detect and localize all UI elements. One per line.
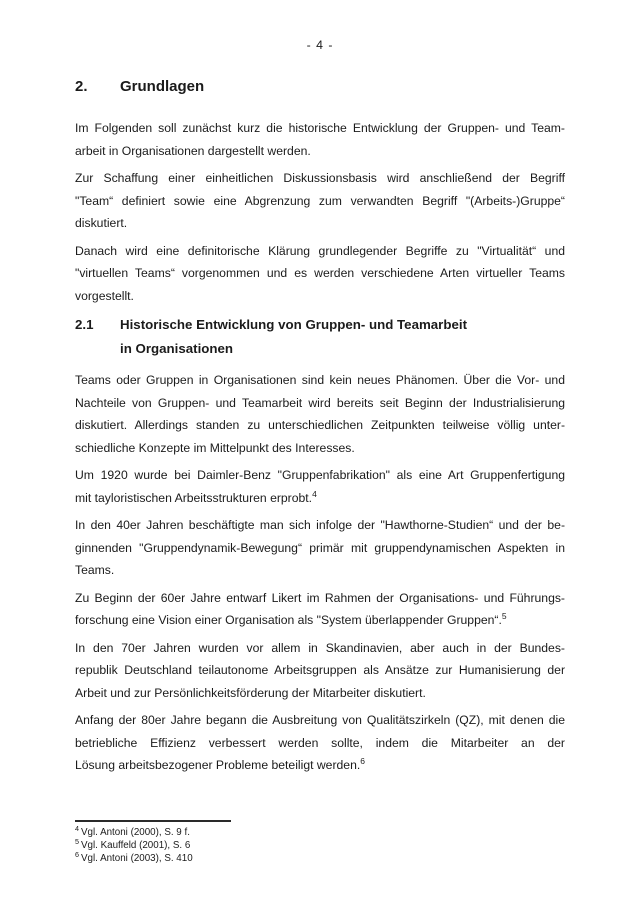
text-line: diskutiert. Allerdings standen zu unterschiedlichen Zeitpunkten teilweise völlig unter- [75,418,565,432]
text-line: republik Deutschland teilautonome Arbeitsgruppen als Ansätze zur Humanisierung der [75,663,565,677]
paragraph-70er-jahre [75,637,565,705]
text-line: Anfang der 80er Jahre begann die Ausbreitung von Qualitätszirkeln (QZ), mit denen die [75,713,565,727]
section-number: 2. [75,78,88,95]
text-line: Um 1920 wurde bei Daimler-Benz "Gruppenfabrikation" als eine Art Gruppenfertigung [75,468,565,482]
text-line: vorgestellt. [75,288,134,303]
text-segment: mit tayloristischen Arbeitsstrukturen erprobt. [75,490,313,505]
text-line: Arbeit und zur Persönlichkeitsförderung der Mitarbeiter diskutiert. [75,685,426,700]
paragraph-intro [75,117,565,162]
text-line: betriebliche Effizienz verbessert werden sollte, indem die Mitarbeiter an der [75,735,565,750]
text-line: Zu Beginn der 60er Jahre entwarf Likert im Rahmen der Organisations- und Führungs- [75,590,565,605]
text-line: Teams. [75,563,115,577]
text-line: diskutiert. [75,216,128,230]
footnote-section [75,820,565,865]
text-line: "Team“ definiert sowie eine Abgrenzung zum verwandten Begriff "(Arbeits-)Gruppe“ [75,193,565,208]
subsection-title-line1: Historische Entwicklung von Gruppen- und Teamarbeit [120,317,467,332]
text-segment: Lösung arbeitsbezogener Probleme beteiligt werden. [75,758,361,772]
text-line: Danach wird eine definitorische Klärung grundlegender Begriffe zu "Virtualität“ und [75,243,565,258]
footnote-number: 5 [75,836,79,846]
paragraph-phaenomen [75,369,565,459]
footnote-4 [75,823,565,839]
subsection-number: 2.1 [75,317,94,332]
footnote-text: Vgl. Antoni (2000), S. 9 f. [81,827,190,838]
footnote-number: 6 [75,849,79,859]
footnote-text: Vgl. Antoni (2003), S. 410 [81,853,193,864]
paragraph-1920-daimler [75,464,565,509]
paragraph-definitorische-klaerung [75,240,565,308]
section-title: Grundlagen [120,78,205,95]
text-segment: forschung eine Vision einer Organisation als "System überlappender Gruppen“. [75,613,502,627]
text-line: In den 70er Jahren wurden vor allem in Skandinavien, aber auch in der Bundes- [75,640,565,655]
footnote-text: Vgl. Kauffeld (2001), S. 6 [81,840,191,851]
footnote-5 [75,836,565,852]
paragraph-80er-jahre [75,709,565,777]
section-heading [75,78,565,95]
paragraph-60er-jahre [75,587,565,632]
text-line: Teams oder Gruppen in Organisationen sind kein neues Phänomen. Über die Vor- und [75,373,565,387]
footnote-ref-6: 6 [360,755,365,766]
footnote-number: 4 [75,823,79,833]
subsection-title [120,313,467,361]
text-line [75,609,565,632]
text-line: ginnenden "Gruppendynamik-Bewegung“ primär mit gruppendynamischen Aspekten in [75,540,565,555]
page-number: - 4 - [306,38,334,52]
text-line: arbeit in Organisationen dargestellt werden. [75,143,311,158]
footnote-ref-5: 5 [501,610,507,621]
subsection-title-line2: in Organisationen [120,341,234,356]
text-line: Zur Schaffung einer einheitlichen Diskussionsbasis wird anschließend der Begriff [75,171,565,185]
subsection-heading [75,313,565,361]
text-line: In den 40er Jahren beschäftigte man sich infolge der "Hawthorne-Studien“ und der be- [75,518,565,532]
text-line: schiedliche Konzepte im Mittelpunkt des Interesses. [75,440,355,455]
text-line: "virtuellen Teams“ vorgenommen und es werden verschiedene Arten virtueller Teams [75,266,565,280]
text-line [75,487,565,510]
footnote-6 [75,849,565,865]
text-line [75,754,565,777]
footnote-separator [75,820,231,822]
text-line: Nachteile von Gruppen- und Teamarbeit wird bereits seit Beginn der Industrialisierung [75,395,565,410]
paragraph-40er-jahre [75,514,565,582]
footnote-ref-4: 4 [312,488,317,499]
text-line: Im Folgenden soll zunächst kurz die historische Entwicklung der Gruppen- und Team- [75,121,565,135]
paragraph-diskussionsbasis [75,167,565,235]
